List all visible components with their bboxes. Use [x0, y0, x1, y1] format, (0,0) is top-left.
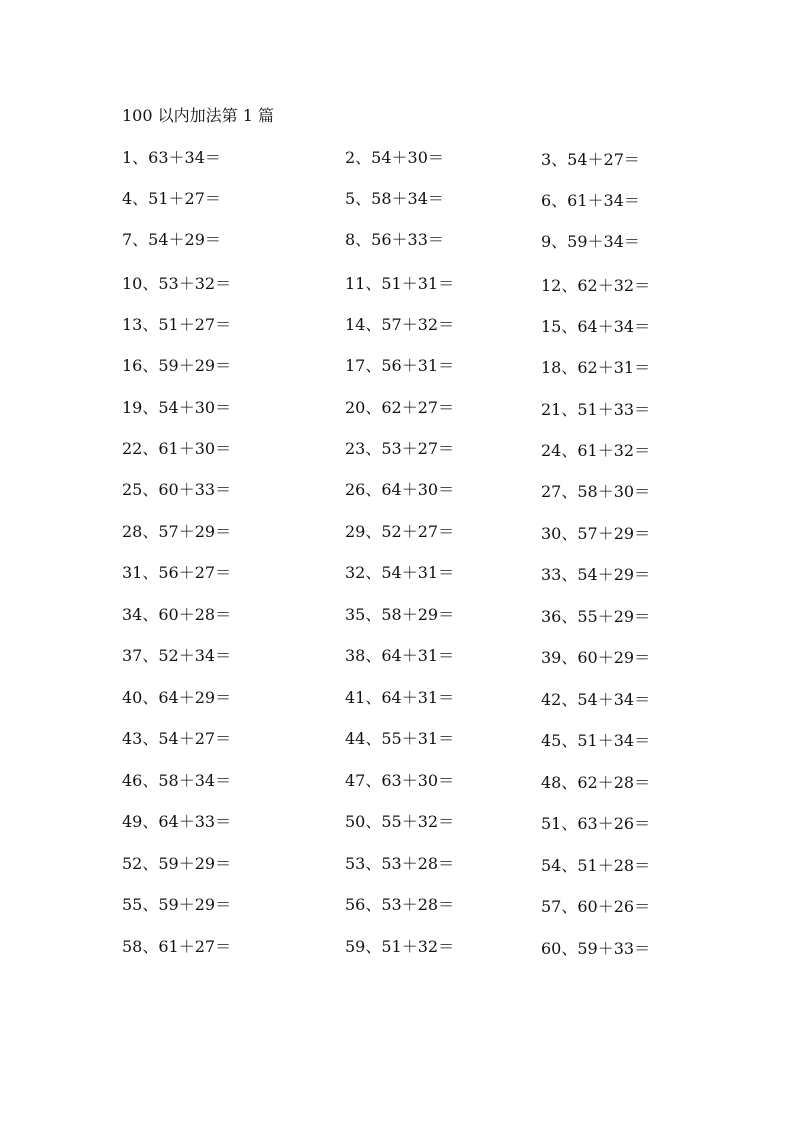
problem-item: 43、54＋27＝ — [122, 729, 232, 748]
problem-item: 41、64＋31＝ — [345, 688, 455, 707]
problem-item: 49、64＋33＝ — [122, 812, 232, 831]
problem-item: 14、57＋32＝ — [345, 315, 455, 334]
problem-item: 3、54＋27＝ — [541, 150, 640, 169]
problem-item: 28、57＋29＝ — [122, 522, 232, 541]
problem-item: 27、58＋30＝ — [541, 482, 651, 501]
problem-item: 15、64＋34＝ — [541, 317, 651, 336]
problem-item: 1、63＋34＝ — [122, 148, 221, 167]
problem-item: 33、54＋29＝ — [541, 565, 651, 584]
problem-item: 5、58＋34＝ — [345, 189, 444, 208]
problem-item: 26、64＋30＝ — [345, 480, 455, 499]
problem-item: 17、56＋31＝ — [345, 356, 455, 375]
problem-item: 45、51＋34＝ — [541, 731, 651, 750]
problem-item: 8、56＋33＝ — [345, 230, 444, 249]
problem-item: 51、63＋26＝ — [541, 814, 651, 833]
problem-item: 7、54＋29＝ — [122, 230, 221, 249]
problem-item: 13、51＋27＝ — [122, 315, 232, 334]
problem-item: 4、51＋27＝ — [122, 189, 221, 208]
problem-item: 60、59＋33＝ — [541, 939, 651, 958]
problem-item: 55、59＋29＝ — [122, 895, 232, 914]
problem-item: 19、54＋30＝ — [122, 398, 232, 417]
problem-item: 57、60＋26＝ — [541, 897, 651, 916]
problem-item: 21、51＋33＝ — [541, 400, 651, 419]
problem-item: 6、61＋34＝ — [541, 191, 640, 210]
problem-item: 50、55＋32＝ — [345, 812, 455, 831]
worksheet-title: 100 以内加法第 1 篇 — [122, 106, 274, 125]
problem-item: 42、54＋34＝ — [541, 690, 651, 709]
problem-item: 56、53＋28＝ — [345, 895, 455, 914]
problem-item: 16、59＋29＝ — [122, 356, 232, 375]
problem-item: 53、53＋28＝ — [345, 854, 455, 873]
problem-item: 23、53＋27＝ — [345, 439, 455, 458]
problem-item: 40、64＋29＝ — [122, 688, 232, 707]
problem-item: 59、51＋32＝ — [345, 937, 455, 956]
problem-item: 32、54＋31＝ — [345, 563, 455, 582]
problem-item: 34、60＋28＝ — [122, 605, 232, 624]
problem-item: 11、51＋31＝ — [345, 274, 455, 293]
problem-item: 18、62＋31＝ — [541, 358, 651, 377]
problem-item: 37、52＋34＝ — [122, 646, 232, 665]
problem-item: 54、51＋28＝ — [541, 856, 651, 875]
problem-item: 46、58＋34＝ — [122, 771, 232, 790]
problem-item: 2、54＋30＝ — [345, 148, 444, 167]
problem-item: 38、64＋31＝ — [345, 646, 455, 665]
problem-item: 47、63＋30＝ — [345, 771, 455, 790]
problem-item: 9、59＋34＝ — [541, 232, 640, 251]
problem-item: 35、58＋29＝ — [345, 605, 455, 624]
problem-item: 29、52＋27＝ — [345, 522, 455, 541]
problem-item: 25、60＋33＝ — [122, 480, 232, 499]
problem-item: 22、61＋30＝ — [122, 439, 232, 458]
problem-item: 39、60＋29＝ — [541, 648, 651, 667]
problem-item: 12、62＋32＝ — [541, 276, 651, 295]
problem-item: 20、62＋27＝ — [345, 398, 455, 417]
problem-item: 31、56＋27＝ — [122, 563, 232, 582]
problem-item: 52、59＋29＝ — [122, 854, 232, 873]
problem-item: 30、57＋29＝ — [541, 524, 651, 543]
problem-item: 36、55＋29＝ — [541, 607, 651, 626]
problem-item: 58、61＋27＝ — [122, 937, 232, 956]
problem-item: 48、62＋28＝ — [541, 773, 651, 792]
problem-item: 24、61＋32＝ — [541, 441, 651, 460]
problem-item: 44、55＋31＝ — [345, 729, 455, 748]
problem-item: 10、53＋32＝ — [122, 274, 232, 293]
